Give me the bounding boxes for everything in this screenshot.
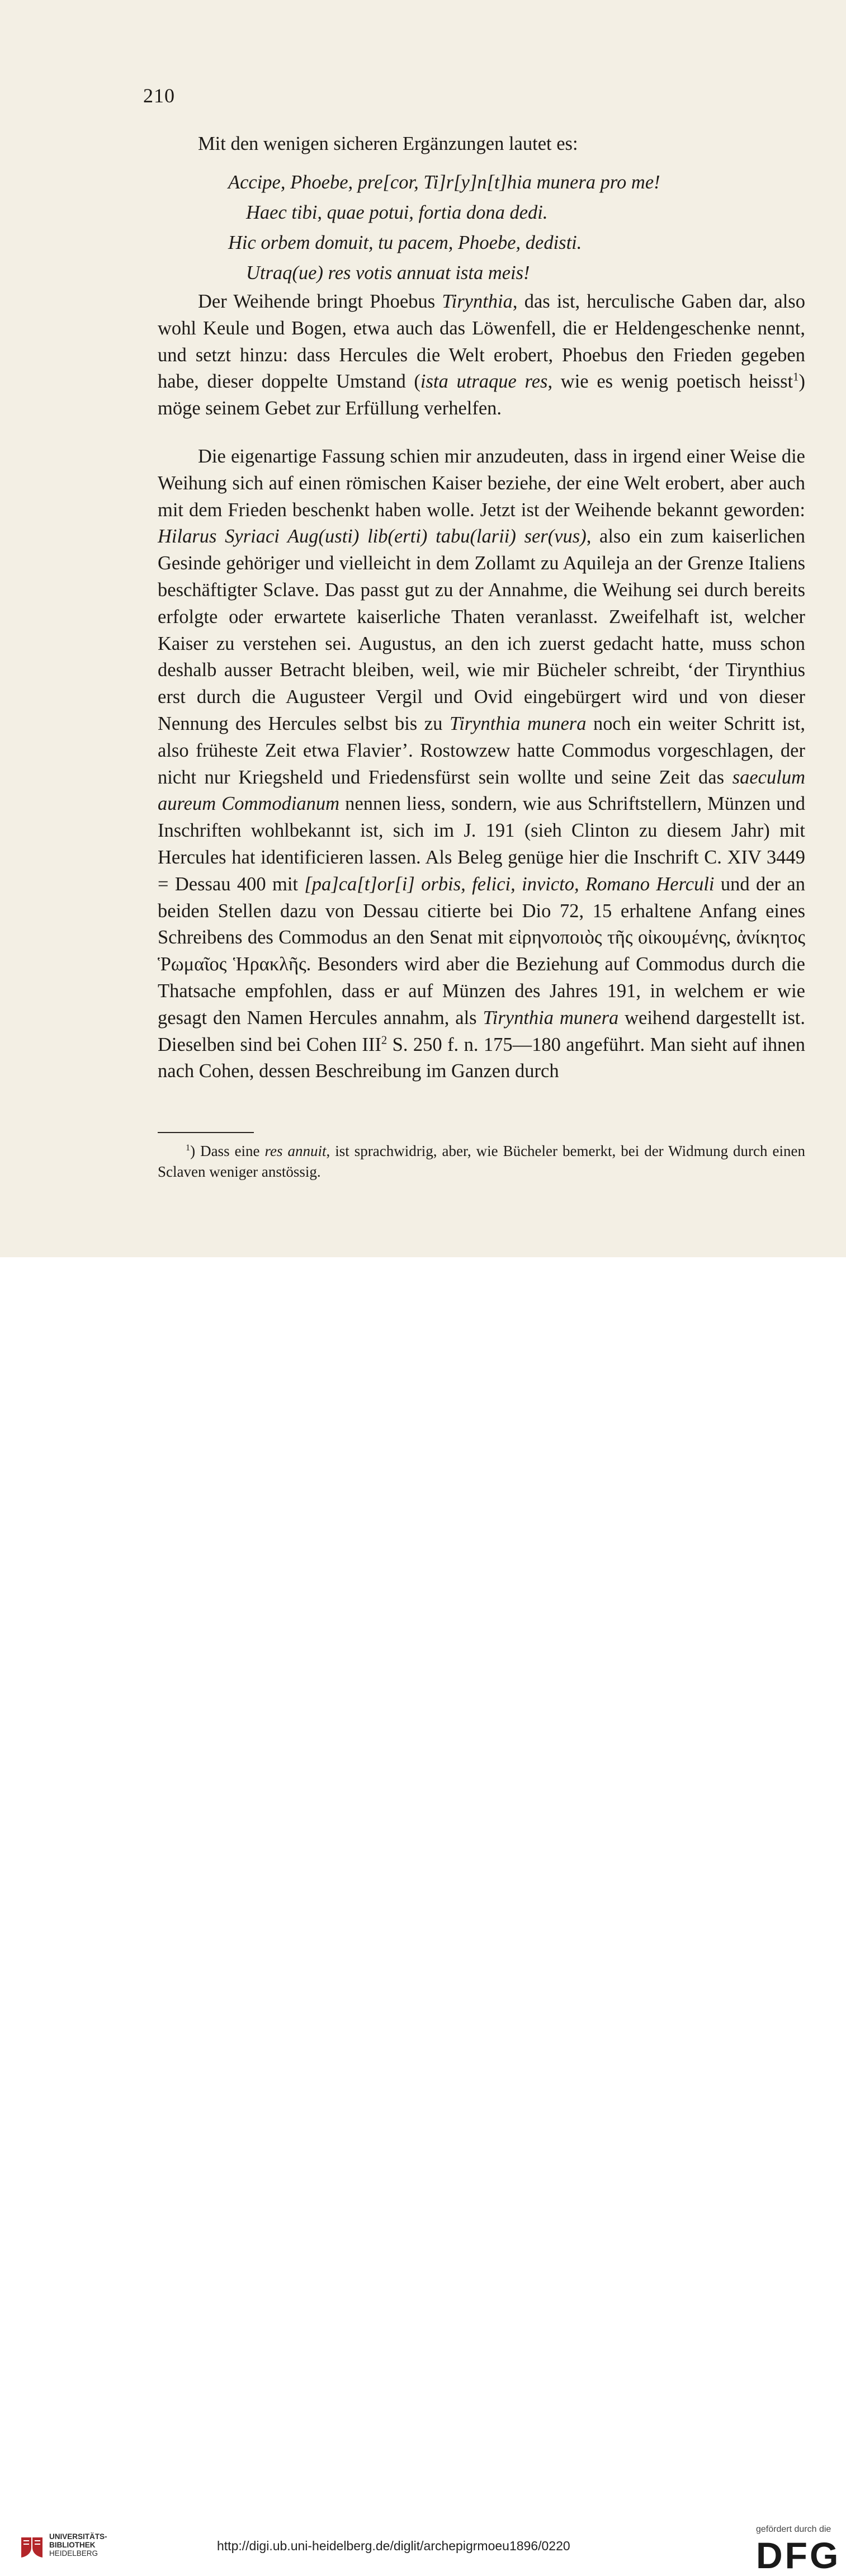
p2-text-5: und der an beiden Stellen dazu von Dessau citierte bei Dio 72, 15 erhaltene Anfang eines Schreibens des Commodus an den Senat mit εἰρηνοποιὸς τῆς οἰκουμένης, ἀνίκητος Ῥωμαῖος Ἡρακλῆς. Besonders wird aber die Beziehung auf Commodus durch die Thatsache empfohlen, dass er auf Münzen des Jahres 191, in welchem er wie gesagt den Namen Hercules annahm, als [158, 873, 805, 1028]
p1-italic-1: Tirynthia [442, 291, 513, 312]
p2-italic-4: [pa]ca[t]or[i] orbis, felici, invicto, Romano Herculi [304, 873, 715, 895]
footer-bar [0, 1257, 846, 2576]
fn-text-1: ) Dass eine [190, 1143, 265, 1159]
p2-text-4: nennen liess, sondern, wie aus Schriftstellern, Münzen und Inschriften wohlbekannt ist, sich im J. 191 (sieh Clinton zu diesem Jahr) mit Hercules hat identificieren lassen. Als Beleg genüge hier die Inschrift C. XIV 3449 = Dessau 400 mit [158, 793, 805, 895]
fn-text-2: , ist sprachwidrig, aber, wie Bücheler bemerkt, bei der Widmung durch einen Sclaven weniger anstössig. [158, 1143, 805, 1180]
footnote [158, 1141, 805, 1182]
footnote-mark: 1 [186, 1143, 191, 1153]
dfg-logo: DFG [756, 2535, 841, 2576]
p2-text-1: Die eigenartige Fassung schien mir anzudeuten, dass in irgend einer Weise die Weihung sich auf einen römischen Kaiser beziehe, der eine Welt erobert, aber auch mit dem Frieden beschenkt haben wolle. Jetzt ist der Weihende bekannt geworden: [158, 446, 805, 521]
verse-line-1: Accipe, Phoebe, pre[cor, Ti]r[y]n[t]hia munera pro me! [228, 172, 660, 193]
p2-italic-1: Hilarus Syriaci Aug(usti) lib(erti) tabu(larii) ser(vus) [158, 526, 587, 548]
p2-text-6: weihend dargestellt ist. Dieselben sind bei Cohen III [158, 1007, 805, 1055]
fn-italic-1: res annuit [264, 1143, 327, 1159]
scanned-page [0, 0, 846, 1257]
intro-line: Mit den wenigen sicheren Ergänzungen lautet es: [198, 133, 578, 154]
p2-text-7: S. 250 f. n. 175—180 angeführt. Man sieht auf ihnen nach Cohen, dessen Beschreibung im Ganzen durch [158, 1034, 805, 1082]
institution-name [49, 2532, 107, 2558]
p1-italic-2: ista utraque res [420, 371, 548, 393]
paragraph-1 [158, 289, 805, 422]
footnote-ref: 1 [793, 371, 799, 384]
verse-line-4: Utraq(ue) res votis annuat ista meis! [246, 262, 530, 284]
verse-line-2: Haec tibi, quae potui, fortia dona dedi. [246, 202, 548, 223]
p1-text-1: Der Weihende bringt Phoebus [198, 291, 442, 312]
p2-text-3: noch ein weiter Schritt ist, also früheste Zeit etwa Flavier’. Rostowzew hatte Commodus vorgeschlagen, der nicht nur Kriegsheld und Friedensfürst sein wollte und seine Zeit das [158, 713, 805, 788]
institution-line-3: HEIDELBERG [49, 2549, 98, 2558]
university-seal-icon [20, 2535, 44, 2560]
paragraph-2 [158, 444, 805, 1085]
p1-text-2: , das ist, herculische Gaben dar, also wohl Keule und Bogen, etwa auch das Löwenfell, die er Heldengeschenke nennt, und setzt hinzu: dass Hercules die Welt erobert, Phoebus den Frieden gegeben habe, dieser doppelte Umstand ( [158, 291, 805, 393]
p2-italic-2: Tirynthia munera [449, 713, 587, 734]
p1-text-4: ) möge seinem Gebet zur Erfüllung verhelfen. [158, 371, 806, 419]
p2-italic-3: saeculum aureum Commodianum [158, 766, 805, 815]
p1-text-3: , wie es wenig poetisch heisst [547, 371, 793, 393]
institution-line-2: BIBLIOTHEK [49, 2541, 96, 2549]
verse-line-3: Hic orbem domuit, tu pacem, Phoebe, dedisti. [228, 232, 582, 253]
p2-italic-5: Tirynthia munera [483, 1007, 619, 1028]
p2-superscript: 2 [381, 1034, 387, 1047]
footnote-divider [158, 1132, 254, 1133]
institution-line-1: UNIVERSITÄTS- [49, 2532, 107, 2541]
page-number: 210 [143, 84, 175, 107]
source-url-link[interactable]: http://digi.ub.uni-heidelberg.de/diglit/archepigrmoeu1896/0220 [217, 2539, 570, 2553]
funding-label: gefördert durch die [756, 2525, 831, 2534]
p2-text-2: , also ein zum kaiserlichen Gesinde gehöriger und vielleicht in dem Zollamt zu Aquileja an der Grenze Italiens beschäftigter Sclave. Das passt gut zu der Annahme, die Weihung sei durch bereits erfolgte oder erwartete kaiserliche Thaten veranlasst. Zweifelhaft ist, welcher Kaiser zu verstehen sei. Augustus, an den ich zuerst gedacht hatte, muss schon deshalb ausser Betracht bleiben, weil, wie mir Bücheler schreibt, ‘der Tirynthius erst durch die Augusteer Vergil und Ovid eingebürgert wird und von dieser Nennung des Hercules selbst bis zu [158, 526, 805, 734]
